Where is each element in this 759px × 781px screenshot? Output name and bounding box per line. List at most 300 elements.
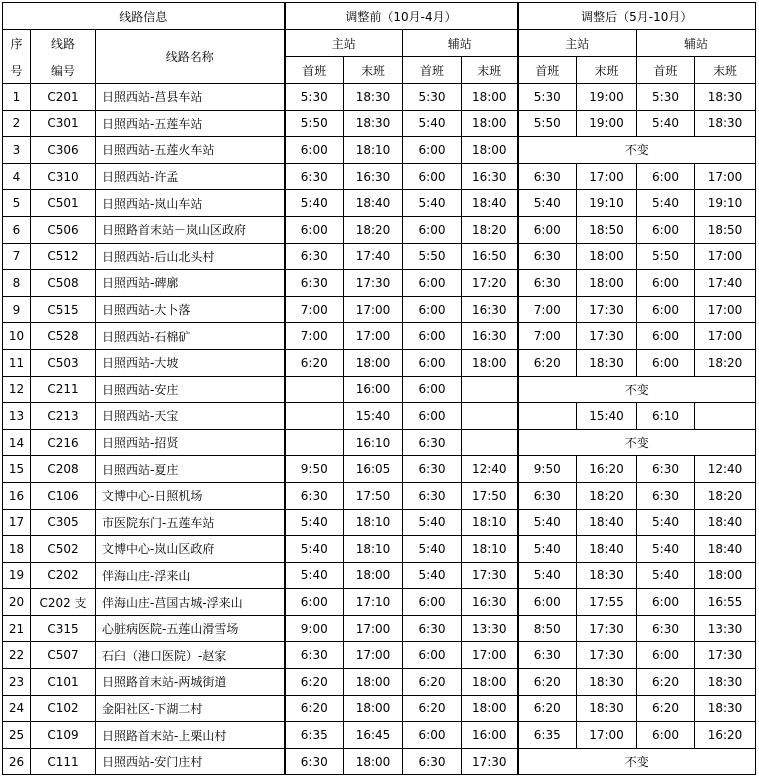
before-main-first: 5:40 (285, 536, 344, 563)
row-number: 13 (3, 403, 31, 430)
after-main-last-header: 末班 (577, 57, 637, 84)
after-aux-first: 6:10 (637, 403, 695, 430)
after-aux-last: 18:30 (695, 669, 756, 696)
row-number: 9 (3, 296, 31, 323)
route-name: 日照西站-五莲车站 (96, 110, 285, 137)
table-row (3, 562, 756, 589)
before-main-last: 18:40 (344, 190, 403, 217)
row-number: 1 (3, 84, 31, 111)
before-main-first: 5:40 (285, 509, 344, 536)
route-code: C306 (31, 137, 96, 164)
before-aux-last: 17:00 (462, 642, 518, 669)
after-main-first: 6:00 (518, 589, 577, 616)
route-name: 日照西站-许孟 (96, 163, 285, 190)
before-main-last: 17:00 (344, 323, 403, 350)
before-aux-last: 18:00 (462, 695, 518, 722)
row-number: 10 (3, 323, 31, 350)
before-aux-last: 16:30 (462, 589, 518, 616)
row-number: 14 (3, 429, 31, 456)
route-code: C201 (31, 84, 96, 111)
unchanged-note: 不变 (518, 137, 756, 164)
row-number: 22 (3, 642, 31, 669)
route-code: C515 (31, 296, 96, 323)
route-code: C208 (31, 456, 96, 483)
before-main-first: 6:35 (285, 722, 344, 749)
unchanged-note: 不变 (518, 429, 756, 456)
after-main-first: 6:00 (518, 216, 577, 243)
after-main-last: 17:30 (577, 615, 637, 642)
route-name: 石臼（港口医院）-赵家 (96, 642, 285, 669)
route-code: C109 (31, 722, 96, 749)
route-name: 日照西站-安庄 (96, 376, 285, 403)
route-name: 日照西站-夏庄 (96, 456, 285, 483)
after-main-first: 7:00 (518, 296, 577, 323)
row-number: 20 (3, 589, 31, 616)
name-header: 线路名称 (96, 30, 285, 84)
after-main-last: 17:30 (577, 642, 637, 669)
after-aux-last: 12:40 (695, 456, 756, 483)
before-aux-last: 16:30 (462, 163, 518, 190)
after-aux-first: 6:00 (637, 642, 695, 669)
before-aux-first: 6:30 (403, 456, 462, 483)
row-number: 4 (3, 163, 31, 190)
before-aux-first: 6:30 (403, 429, 462, 456)
before-main-first: 5:40 (285, 190, 344, 217)
after-main-first: 6:35 (518, 722, 577, 749)
before-aux-last: 18:00 (462, 84, 518, 111)
table-row (3, 722, 756, 749)
route-code: C211 (31, 376, 96, 403)
before-main-last: 18:00 (344, 695, 403, 722)
before-main-last: 18:20 (344, 216, 403, 243)
after-aux-first: 6:30 (637, 456, 695, 483)
before-main-last-header: 末班 (344, 57, 403, 84)
table-row (3, 243, 756, 270)
before-main-first: 6:30 (285, 270, 344, 297)
table-row (3, 84, 756, 111)
after-aux-header: 辅站 (637, 30, 756, 57)
after-main-header: 主站 (518, 30, 637, 57)
before-aux-first-header: 首班 (403, 57, 462, 84)
before-main-last: 16:30 (344, 163, 403, 190)
bus-schedule-table (2, 2, 756, 775)
seq-header-line1: 序 (10, 36, 23, 51)
after-main-first: 6:30 (518, 270, 577, 297)
before-main-first: 6:00 (285, 216, 344, 243)
row-number: 12 (3, 376, 31, 403)
before-aux-first: 6:00 (403, 137, 462, 164)
after-aux-last: 17:40 (695, 270, 756, 297)
after-aux-last: 18:30 (695, 110, 756, 137)
before-main-first: 6:20 (285, 695, 344, 722)
table-row (3, 536, 756, 563)
after-main-last: 15:40 (577, 403, 637, 430)
after-main-last: 18:40 (577, 509, 637, 536)
after-aux-last: 17:00 (695, 163, 756, 190)
after-main-last: 18:30 (577, 562, 637, 589)
after-aux-last: 17:30 (695, 642, 756, 669)
table-row (3, 482, 756, 509)
after-aux-first: 6:00 (637, 270, 695, 297)
after-aux-last: 16:55 (695, 589, 756, 616)
route-name: 日照西站-莒县车站 (96, 84, 285, 111)
after-aux-first: 6:30 (637, 482, 695, 509)
before-aux-first: 6:00 (403, 296, 462, 323)
after-main-last: 17:30 (577, 296, 637, 323)
after-main-first: 6:30 (518, 163, 577, 190)
route-name: 日照西站-安门庄村 (96, 748, 285, 775)
before-main-first: 5:50 (285, 110, 344, 137)
row-number: 25 (3, 722, 31, 749)
after-aux-first: 6:00 (637, 589, 695, 616)
after-aux-first: 6:20 (637, 695, 695, 722)
after-main-first: 6:30 (518, 482, 577, 509)
after-main-last: 19:00 (577, 84, 637, 111)
after-main-last: 18:30 (577, 669, 637, 696)
after-aux-last: 17:00 (695, 296, 756, 323)
after-main-first: 5:50 (518, 110, 577, 137)
before-main-first (285, 403, 344, 430)
table-row (3, 137, 756, 164)
before-aux-first: 6:00 (403, 403, 462, 430)
before-aux-first: 6:00 (403, 349, 462, 376)
route-code: C315 (31, 615, 96, 642)
before-aux-first: 6:00 (403, 722, 462, 749)
after-aux-last: 18:00 (695, 562, 756, 589)
before-aux-last: 17:30 (462, 748, 518, 775)
before-main-last: 17:50 (344, 482, 403, 509)
route-name: 日照路首末站-上栗山村 (96, 722, 285, 749)
before-main-last: 16:00 (344, 376, 403, 403)
route-name: 日照路首末站－岚山区政府 (96, 216, 285, 243)
before-aux-last: 16:50 (462, 243, 518, 270)
before-aux-first: 6:20 (403, 669, 462, 696)
before-main-last: 17:00 (344, 642, 403, 669)
table-row (3, 615, 756, 642)
after-aux-first: 6:00 (637, 323, 695, 350)
before-main-last: 18:30 (344, 84, 403, 111)
route-name: 文博中心-岚山区政府 (96, 536, 285, 563)
before-main-first: 6:30 (285, 482, 344, 509)
table-row (3, 589, 756, 616)
table-row (3, 695, 756, 722)
after-aux-last: 18:50 (695, 216, 756, 243)
before-aux-first: 5:40 (403, 110, 462, 137)
after-aux-last: 18:30 (695, 695, 756, 722)
before-main-first (285, 376, 344, 403)
row-number: 11 (3, 349, 31, 376)
route-code: C528 (31, 323, 96, 350)
route-code: C506 (31, 216, 96, 243)
before-main-last: 16:45 (344, 722, 403, 749)
after-main-first: 6:20 (518, 669, 577, 696)
before-aux-first: 6:30 (403, 482, 462, 509)
table-row (3, 216, 756, 243)
before-aux-last: 17:50 (462, 482, 518, 509)
route-code: C310 (31, 163, 96, 190)
before-aux-last (462, 376, 518, 403)
before-main-first-header: 首班 (285, 57, 344, 84)
after-aux-last: 13:30 (695, 615, 756, 642)
after-main-last: 18:40 (577, 536, 637, 563)
route-name: 日照西站-招贤 (96, 429, 285, 456)
route-name: 日照西站-碑廓 (96, 270, 285, 297)
after-main-first: 5:40 (518, 536, 577, 563)
route-name: 日照西站-大卜落 (96, 296, 285, 323)
before-aux-last-header: 末班 (462, 57, 518, 84)
after-main-last: 18:00 (577, 243, 637, 270)
before-aux-last: 17:30 (462, 562, 518, 589)
route-code: C508 (31, 270, 96, 297)
before-aux-first: 6:00 (403, 376, 462, 403)
after-aux-first: 6:00 (637, 349, 695, 376)
before-aux-first: 6:00 (403, 323, 462, 350)
before-aux-last: 18:00 (462, 110, 518, 137)
after-aux-last: 18:30 (695, 84, 756, 111)
before-aux-last: 18:10 (462, 509, 518, 536)
after-aux-first: 6:00 (637, 722, 695, 749)
route-name: 文博中心-日照机场 (96, 482, 285, 509)
after-aux-last: 18:40 (695, 536, 756, 563)
route-code: C216 (31, 429, 96, 456)
before-main-first (285, 429, 344, 456)
before-aux-last: 18:00 (462, 669, 518, 696)
before-aux-last: 18:00 (462, 349, 518, 376)
after-aux-first-header: 首班 (637, 57, 695, 84)
after-aux-last (695, 403, 756, 430)
before-main-last: 16:10 (344, 429, 403, 456)
before-aux-last (462, 429, 518, 456)
before-main-first: 9:00 (285, 615, 344, 642)
before-aux-first: 5:50 (403, 243, 462, 270)
route-name: 伴海山庄-浮来山 (96, 562, 285, 589)
before-aux-first: 6:00 (403, 589, 462, 616)
route-code: C502 (31, 536, 96, 563)
row-number: 21 (3, 615, 31, 642)
after-main-last: 17:55 (577, 589, 637, 616)
table-row (3, 323, 756, 350)
after-aux-last: 16:20 (695, 722, 756, 749)
table-row (3, 163, 756, 190)
before-main-last: 18:00 (344, 669, 403, 696)
row-number: 8 (3, 270, 31, 297)
after-aux-last: 18:20 (695, 349, 756, 376)
before-aux-last: 16:30 (462, 296, 518, 323)
row-number: 19 (3, 562, 31, 589)
after-aux-last: 18:40 (695, 509, 756, 536)
before-aux-first: 6:30 (403, 615, 462, 642)
after-main-last: 17:00 (577, 722, 637, 749)
route-name: 日照西站-天宝 (96, 403, 285, 430)
after-aux-last: 19:10 (695, 190, 756, 217)
before-main-first: 6:30 (285, 243, 344, 270)
after-adjustment-header: 调整后（5月-10月） (518, 3, 756, 30)
before-aux-last: 12:40 (462, 456, 518, 483)
before-main-last: 17:40 (344, 243, 403, 270)
route-code: C101 (31, 669, 96, 696)
code-header-line1: 线路 (50, 36, 75, 51)
seq-header (3, 30, 31, 84)
after-main-first (518, 403, 577, 430)
after-aux-first: 5:40 (637, 509, 695, 536)
after-main-first: 9:50 (518, 456, 577, 483)
before-main-last: 18:10 (344, 536, 403, 563)
before-main-first: 7:00 (285, 323, 344, 350)
after-aux-first: 6:30 (637, 615, 695, 642)
before-main-last: 18:10 (344, 509, 403, 536)
route-code: C213 (31, 403, 96, 430)
route-name: 金阳社区-下湖二村 (96, 695, 285, 722)
before-aux-last (462, 403, 518, 430)
after-main-last: 18:30 (577, 349, 637, 376)
table-row (3, 349, 756, 376)
table-row (3, 110, 756, 137)
before-main-last: 15:40 (344, 403, 403, 430)
after-main-first-header: 首班 (518, 57, 577, 84)
after-main-last: 17:30 (577, 323, 637, 350)
before-aux-last: 18:40 (462, 190, 518, 217)
before-aux-last: 18:00 (462, 137, 518, 164)
row-number: 5 (3, 190, 31, 217)
route-code: C503 (31, 349, 96, 376)
route-code: C507 (31, 642, 96, 669)
before-aux-last: 16:00 (462, 722, 518, 749)
before-main-last: 17:10 (344, 589, 403, 616)
after-aux-first: 6:00 (637, 296, 695, 323)
before-aux-first: 6:20 (403, 695, 462, 722)
route-code: C111 (31, 748, 96, 775)
after-aux-first: 5:40 (637, 536, 695, 563)
after-aux-first: 5:50 (637, 243, 695, 270)
route-code: C501 (31, 190, 96, 217)
route-name: 日照西站-后山北头村 (96, 243, 285, 270)
table-row (3, 270, 756, 297)
before-main-first: 6:30 (285, 748, 344, 775)
after-main-last: 16:20 (577, 456, 637, 483)
before-aux-last: 13:30 (462, 615, 518, 642)
before-aux-first: 6:00 (403, 163, 462, 190)
before-main-first: 6:20 (285, 669, 344, 696)
route-code: C102 (31, 695, 96, 722)
before-main-first: 7:00 (285, 296, 344, 323)
before-main-first: 6:00 (285, 137, 344, 164)
after-main-last: 18:50 (577, 216, 637, 243)
before-aux-last: 18:20 (462, 216, 518, 243)
before-main-first: 5:40 (285, 562, 344, 589)
code-header-line2: 编号 (50, 63, 75, 78)
after-main-first: 5:30 (518, 84, 577, 111)
route-code: C301 (31, 110, 96, 137)
route-code: C106 (31, 482, 96, 509)
row-number: 17 (3, 509, 31, 536)
before-aux-first: 5:40 (403, 562, 462, 589)
before-main-last: 18:00 (344, 562, 403, 589)
after-main-last: 19:10 (577, 190, 637, 217)
route-code: C512 (31, 243, 96, 270)
after-main-first: 8:50 (518, 615, 577, 642)
row-number: 7 (3, 243, 31, 270)
after-aux-first: 6:00 (637, 216, 695, 243)
table-row (3, 296, 756, 323)
row-number: 24 (3, 695, 31, 722)
after-aux-first: 5:40 (637, 190, 695, 217)
table-row (3, 190, 756, 217)
before-main-header: 主站 (285, 30, 403, 57)
before-main-first: 6:20 (285, 349, 344, 376)
route-name: 日照西站-大坡 (96, 349, 285, 376)
before-main-last: 17:00 (344, 615, 403, 642)
route-info-header: 线路信息 (3, 3, 285, 30)
before-aux-first: 6:00 (403, 270, 462, 297)
route-name: 市医院东门-五莲车站 (96, 509, 285, 536)
before-main-last: 17:00 (344, 296, 403, 323)
after-main-first: 7:00 (518, 323, 577, 350)
before-aux-header: 辅站 (403, 30, 518, 57)
after-main-last: 18:30 (577, 695, 637, 722)
before-main-first: 6:30 (285, 642, 344, 669)
route-code: C305 (31, 509, 96, 536)
route-name: 日照西站-岚山车站 (96, 190, 285, 217)
table-row (3, 456, 756, 483)
before-aux-first: 6:00 (403, 642, 462, 669)
before-aux-first: 5:40 (403, 190, 462, 217)
row-number: 26 (3, 748, 31, 775)
after-aux-first: 6:00 (637, 163, 695, 190)
before-main-last: 18:00 (344, 349, 403, 376)
route-name: 心脏病医院-五莲山滑雪场 (96, 615, 285, 642)
unchanged-note: 不变 (518, 748, 756, 775)
before-main-first: 5:30 (285, 84, 344, 111)
after-main-first: 5:40 (518, 509, 577, 536)
before-aux-last: 16:30 (462, 323, 518, 350)
after-main-first: 5:40 (518, 562, 577, 589)
after-main-first: 6:20 (518, 349, 577, 376)
after-main-first: 6:20 (518, 695, 577, 722)
table-row (3, 642, 756, 669)
before-aux-first: 6:00 (403, 216, 462, 243)
row-number: 6 (3, 216, 31, 243)
table-row (3, 376, 756, 403)
schedule-body (3, 84, 756, 775)
after-aux-last-header: 末班 (695, 57, 756, 84)
after-aux-first: 6:20 (637, 669, 695, 696)
before-main-last: 18:00 (344, 748, 403, 775)
before-aux-last: 18:10 (462, 536, 518, 563)
after-main-last: 18:00 (577, 270, 637, 297)
before-aux-first: 5:40 (403, 536, 462, 563)
route-code: C202 支 (31, 589, 96, 616)
route-name: 日照西站-五莲火车站 (96, 137, 285, 164)
before-main-last: 18:10 (344, 137, 403, 164)
before-main-last: 17:30 (344, 270, 403, 297)
seq-header-line2: 号 (10, 63, 23, 78)
row-number: 2 (3, 110, 31, 137)
table-row (3, 429, 756, 456)
after-main-first: 6:30 (518, 243, 577, 270)
route-code: C202 (31, 562, 96, 589)
row-number: 23 (3, 669, 31, 696)
after-aux-first: 5:40 (637, 110, 695, 137)
after-aux-last: 17:00 (695, 323, 756, 350)
after-main-last: 19:00 (577, 110, 637, 137)
after-main-last: 17:00 (577, 163, 637, 190)
before-aux-last: 17:20 (462, 270, 518, 297)
row-number: 18 (3, 536, 31, 563)
before-aux-first: 6:30 (403, 748, 462, 775)
route-name: 日照西站-石棉矿 (96, 323, 285, 350)
after-aux-last: 18:20 (695, 482, 756, 509)
code-header (31, 30, 96, 84)
